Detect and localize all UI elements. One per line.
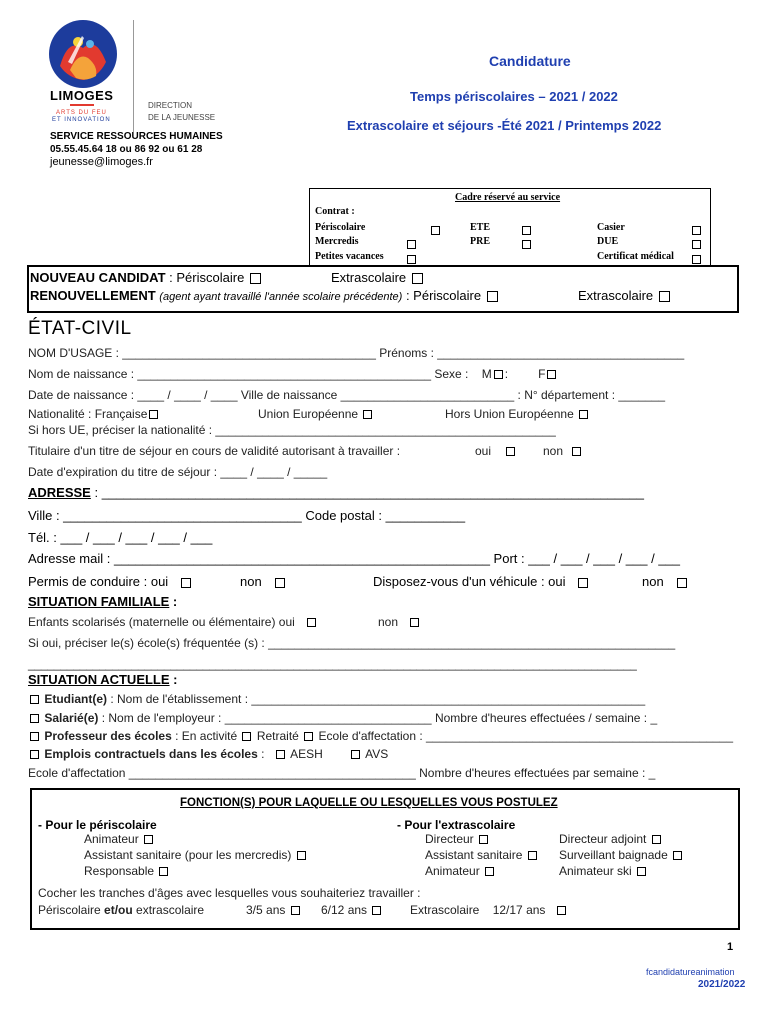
ue-option: Union Européenne xyxy=(258,407,374,421)
peri-responsable-checkbox[interactable] xyxy=(159,867,168,876)
age-6-12: 6/12 ans xyxy=(321,903,383,917)
sexe-f-checkbox[interactable] xyxy=(547,370,556,379)
etat-civil-title: ÉTAT-CIVIL xyxy=(28,318,132,339)
service-name: SERVICE RESSOURCES HUMAINES xyxy=(50,131,223,142)
sb-certificat-checkbox[interactable] xyxy=(690,252,703,266)
extra-animateur-ski: Animateur ski xyxy=(559,864,648,878)
renouv-extra: Extrascolaire xyxy=(578,288,672,303)
famille-title: SITUATION FAMILIALE xyxy=(28,594,170,609)
ecoles-field-2[interactable]: ______________________________________________________________________________________________ xyxy=(28,657,637,671)
affectation-field[interactable]: Ecole d'affectation ___________________________________________ Nombre d'heures effectuées par semaine : _ xyxy=(28,766,656,780)
service-email[interactable]: jeunesse@limoges.fr xyxy=(50,156,153,168)
page-number: 1 xyxy=(727,941,734,953)
brand-divider xyxy=(70,104,94,106)
adresse-row[interactable]: ADRESSE : ___________________________________________________________________________ xyxy=(28,485,644,500)
brand-tagline-1: ARTS DU FEU xyxy=(56,110,107,116)
extra-surveillant: Surveillant baignade xyxy=(559,848,684,862)
extra-directeur-checkbox[interactable] xyxy=(479,835,488,844)
extra-directeur-adjoint: Directeur adjoint xyxy=(559,832,663,846)
limoges-emblem-icon xyxy=(48,18,118,90)
service-box-title: Cadre réservé au service xyxy=(455,192,561,203)
permis-row: Permis de conduire : oui xyxy=(28,574,193,589)
service-phones: 05.55.45.64 18 ou 86 92 ou 61 28 xyxy=(50,144,203,155)
salarie-checkbox[interactable] xyxy=(30,714,39,723)
peri-animateur-checkbox[interactable] xyxy=(144,835,153,844)
direction-line-1: DIRECTION xyxy=(148,101,192,110)
permis-oui-checkbox[interactable] xyxy=(181,578,191,588)
titre-sejour-oui: oui xyxy=(475,444,517,458)
actuelle-title: SITUATION ACTUELLE xyxy=(28,672,170,687)
famille-heading: SITUATION FAMILIALE : xyxy=(28,594,178,609)
enfants-row: Enfants scolarisés (maternelle ou élémentaire) oui xyxy=(28,615,318,629)
brand-name: LIMOGES xyxy=(50,88,114,103)
peri-animateur: Animateur xyxy=(84,832,155,846)
francaise-checkbox[interactable] xyxy=(149,410,158,419)
nouveau-extra-checkbox[interactable] xyxy=(412,273,423,284)
ecoles-field[interactable]: Si oui, préciser le(s) école(s) fréquentée (s) : _____________________________________________________________ xyxy=(28,636,676,650)
hors-ue-option: Hors Union Européenne xyxy=(445,407,590,421)
footer-year: 2021/2022 xyxy=(698,979,746,990)
peri-responsable: Responsable xyxy=(84,864,170,878)
sb-mercredis-checkbox[interactable] xyxy=(405,237,418,251)
age-6-12-checkbox[interactable] xyxy=(372,906,381,915)
tranches-row: Périscolaire et/ou extrascolaire xyxy=(38,903,205,917)
sb-pre: PRE xyxy=(470,236,490,247)
professeur-row[interactable]: Professeur des écoles : En activité Retraité Ecole d'affectation : ______________________________________________ xyxy=(28,729,733,743)
extra-directeur: Directeur xyxy=(425,832,490,846)
vehicule-oui-checkbox[interactable] xyxy=(578,578,588,588)
vehicule-non-checkbox[interactable] xyxy=(677,578,687,588)
renouv-extra-checkbox[interactable] xyxy=(659,291,670,302)
logo xyxy=(48,18,118,90)
etudiant-row[interactable]: Etudiant(e) : Nom de l'établissement : ___________________________________________________________ xyxy=(28,692,645,706)
adresse-title: ADRESSE xyxy=(28,485,91,500)
peri-title: - Pour le périscolaire xyxy=(38,818,157,832)
extra-directeur-adjoint-checkbox[interactable] xyxy=(652,835,661,844)
actuelle-heading: SITUATION ACTUELLE : xyxy=(28,672,178,687)
renouv-label: RENOUVELLEMENT xyxy=(30,288,156,303)
page-title: Candidature xyxy=(489,53,571,69)
vehicule-row: Disposez-vous d'un véhicule : oui xyxy=(373,574,590,589)
sb-ete-checkbox[interactable] xyxy=(520,223,533,237)
peri-assistant-checkbox[interactable] xyxy=(297,851,306,860)
extra-surveillant-checkbox[interactable] xyxy=(673,851,682,860)
extra-animateur: Animateur xyxy=(425,864,496,878)
etudiant-checkbox[interactable] xyxy=(30,695,39,704)
fonctions-title: FONCTION(S) POUR LAQUELLE OU LESQUELLES VOUS POSTULEZ xyxy=(180,797,558,809)
permis-non-checkbox[interactable] xyxy=(275,578,285,588)
sb-due-checkbox[interactable] xyxy=(690,237,703,251)
renouvellement-row xyxy=(30,288,500,303)
en-activite-checkbox[interactable] xyxy=(242,732,251,741)
enfants-oui-checkbox[interactable] xyxy=(307,618,316,627)
vehicule-non: non xyxy=(642,574,689,589)
emplois-checkbox[interactable] xyxy=(30,750,39,759)
titre-non-checkbox[interactable] xyxy=(572,447,581,456)
nom-usage-field[interactable]: NOM D'USAGE : ______________________________________ Prénoms : _____________________________________ xyxy=(28,346,685,360)
nouveau-peri-checkbox[interactable] xyxy=(250,273,261,284)
extra-assistant-checkbox[interactable] xyxy=(528,851,537,860)
service-box-contrat: Contrat : xyxy=(315,206,355,217)
nom-naissance-field[interactable]: Nom de naissance : ____________________________________________ Sexe : M : F xyxy=(28,367,558,381)
header-vertical-rule xyxy=(133,20,134,132)
salarie-row[interactable]: Salarié(e) : Nom de l'employeur : _______________________________ Nombre d'heures effectuées / semaine : _ xyxy=(28,711,657,725)
retraite-checkbox[interactable] xyxy=(304,732,313,741)
enfants-non: non xyxy=(378,615,421,629)
sb-petites-vacances: Petites vacances xyxy=(315,251,384,262)
extra-assistant: Assistant sanitaire xyxy=(425,848,539,862)
preciser-nationalite-field[interactable]: Si hors UE, préciser la nationalité : ___________________________________________________ xyxy=(28,423,556,437)
hors-ue-checkbox[interactable] xyxy=(579,410,588,419)
permis-non: non xyxy=(240,574,287,589)
titre-oui-checkbox[interactable] xyxy=(506,447,515,456)
peri-assistant: Assistant sanitaire (pour les mercredis) xyxy=(84,848,308,862)
nouveau-row xyxy=(30,270,263,285)
titre-sejour-row: Titulaire d'un titre de séjour en cours de validité autorisant à travailler : xyxy=(28,444,401,458)
age-12-17-checkbox[interactable] xyxy=(557,906,566,915)
renouv-peri-checkbox[interactable] xyxy=(487,291,498,302)
nationalite-row: Nationalité : Française xyxy=(28,407,160,421)
nouveau-label: NOUVEAU CANDIDAT xyxy=(30,270,166,285)
footer-file: fcandidatureanimation xyxy=(646,967,735,977)
age-3-5-checkbox[interactable] xyxy=(291,906,300,915)
sb-casier-checkbox[interactable] xyxy=(690,223,703,237)
sexe-m-checkbox[interactable] xyxy=(494,370,503,379)
sb-pre-checkbox[interactable] xyxy=(520,237,533,251)
extra-animateur-checkbox[interactable] xyxy=(485,867,494,876)
sb-petites-vacances-checkbox[interactable] xyxy=(405,252,418,266)
tranches-label: Cocher les tranches d'âges avec lesquelles vous souhaiteriez travailler : xyxy=(38,886,421,900)
brand-tagline-2: ET INNOVATION xyxy=(52,117,111,123)
renouv-note: (agent ayant travaillé l'année scolaire précédente) xyxy=(159,291,403,303)
sb-mercredis: Mercredis xyxy=(315,236,359,247)
tel-field[interactable]: Tél. : ___ / ___ / ___ / ___ / ___ xyxy=(28,530,213,545)
sb-ete: ETE xyxy=(470,222,491,233)
sb-casier: Casier xyxy=(597,222,625,233)
renouv-peri: : Périscolaire xyxy=(402,288,482,303)
extra-tranche: Extrascolaire 12/17 ans xyxy=(410,903,568,917)
nouveau-extra: Extrascolaire xyxy=(331,270,425,285)
extra-animateur-ski-checkbox[interactable] xyxy=(637,867,646,876)
sb-certificat: Certificat médical xyxy=(597,251,674,262)
sb-due: DUE xyxy=(597,236,619,247)
emplois-row[interactable]: Emplois contractuels dans les écoles : AESH AVS xyxy=(28,747,388,761)
expiration-field[interactable]: Date d'expiration du titre de séjour : ____ / ____ / _____ xyxy=(28,465,328,479)
age-3-5: 3/5 ans xyxy=(246,903,302,917)
sb-periscolaire-checkbox[interactable] xyxy=(429,223,442,237)
nouveau-peri: : Périscolaire xyxy=(165,270,245,285)
subtitle-extrascolaire: Extrascolaire et séjours -Été 2021 / Printemps 2022 xyxy=(347,118,662,133)
enfants-non-checkbox[interactable] xyxy=(410,618,419,627)
aesh-checkbox[interactable] xyxy=(276,750,285,759)
avs-checkbox[interactable] xyxy=(351,750,360,759)
subtitle-periscolaire: Temps périscolaires – 2021 / 2022 xyxy=(410,89,618,104)
direction-line-2: DE LA JEUNESSE xyxy=(148,113,216,122)
extra-title: - Pour l'extrascolaire xyxy=(397,818,516,832)
mail-field[interactable]: Adresse mail : ____________________________________________________ Port : ___ / ___ / ___ / ___ / ___ xyxy=(28,551,681,566)
titre-sejour-non: non xyxy=(543,444,583,458)
sb-periscolaire: Périscolaire xyxy=(315,222,366,233)
ue-checkbox[interactable] xyxy=(363,410,372,419)
ville-field[interactable]: Ville : _________________________________ Code postal : ___________ xyxy=(28,508,466,523)
professeur-checkbox[interactable] xyxy=(30,732,39,741)
date-naissance-field[interactable]: Date de naissance : ____ / ____ / ____ Ville de naissance __________________________ : N° département : _______ xyxy=(28,388,666,402)
